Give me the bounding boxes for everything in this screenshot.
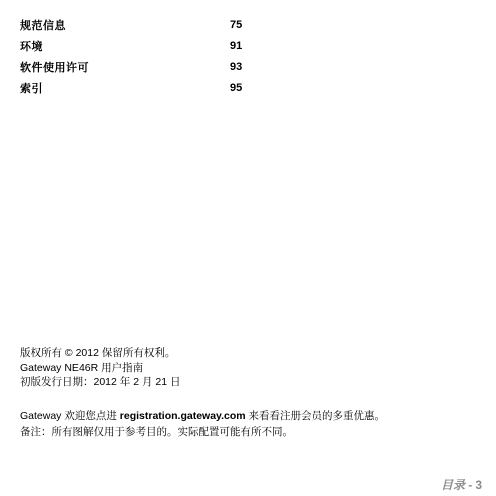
copyright-notice: 版权所有 © 2012 保留所有权利。 [20, 347, 176, 359]
toc-entry-title: 软件使用许可 [20, 61, 89, 74]
registration-note-suffix: 来看看注册会员的多重优惠。 [245, 410, 386, 422]
toc-entry-page: 75 [230, 18, 243, 31]
release-date: 初版发行日期：2012 年 2 月 21 日 [20, 376, 181, 388]
toc-entry-page: 93 [230, 60, 243, 73]
toc-entry-title: 索引 [20, 82, 43, 95]
notes-block [20, 408, 385, 440]
toc-entry[interactable] [20, 56, 280, 77]
toc-entry-page: 91 [230, 39, 243, 52]
footer-page-number: 3 [475, 478, 482, 492]
toc-entry[interactable] [20, 14, 280, 35]
copyright-block [20, 346, 180, 390]
registration-note-prefix: Gateway 欢迎您点进 [20, 410, 120, 422]
illustration-disclaimer: 备注：所有图解仅用于参考目的。实际配置可能有所不同。 [20, 426, 293, 438]
toc-entry[interactable] [20, 77, 280, 98]
toc-entry[interactable] [20, 35, 280, 56]
page-footer [441, 476, 482, 493]
toc-entry-page: 95 [230, 81, 243, 94]
toc-entry-title: 环境 [20, 40, 43, 53]
footer-section-label: 目录 - [440, 478, 473, 492]
registration-link[interactable]: registration.gateway.com [119, 410, 246, 422]
guide-title: Gateway NE46R 用户指南 [20, 361, 144, 374]
registration-note [20, 408, 385, 424]
toc-entry-title: 规范信息 [20, 19, 66, 32]
table-of-contents [20, 14, 280, 98]
